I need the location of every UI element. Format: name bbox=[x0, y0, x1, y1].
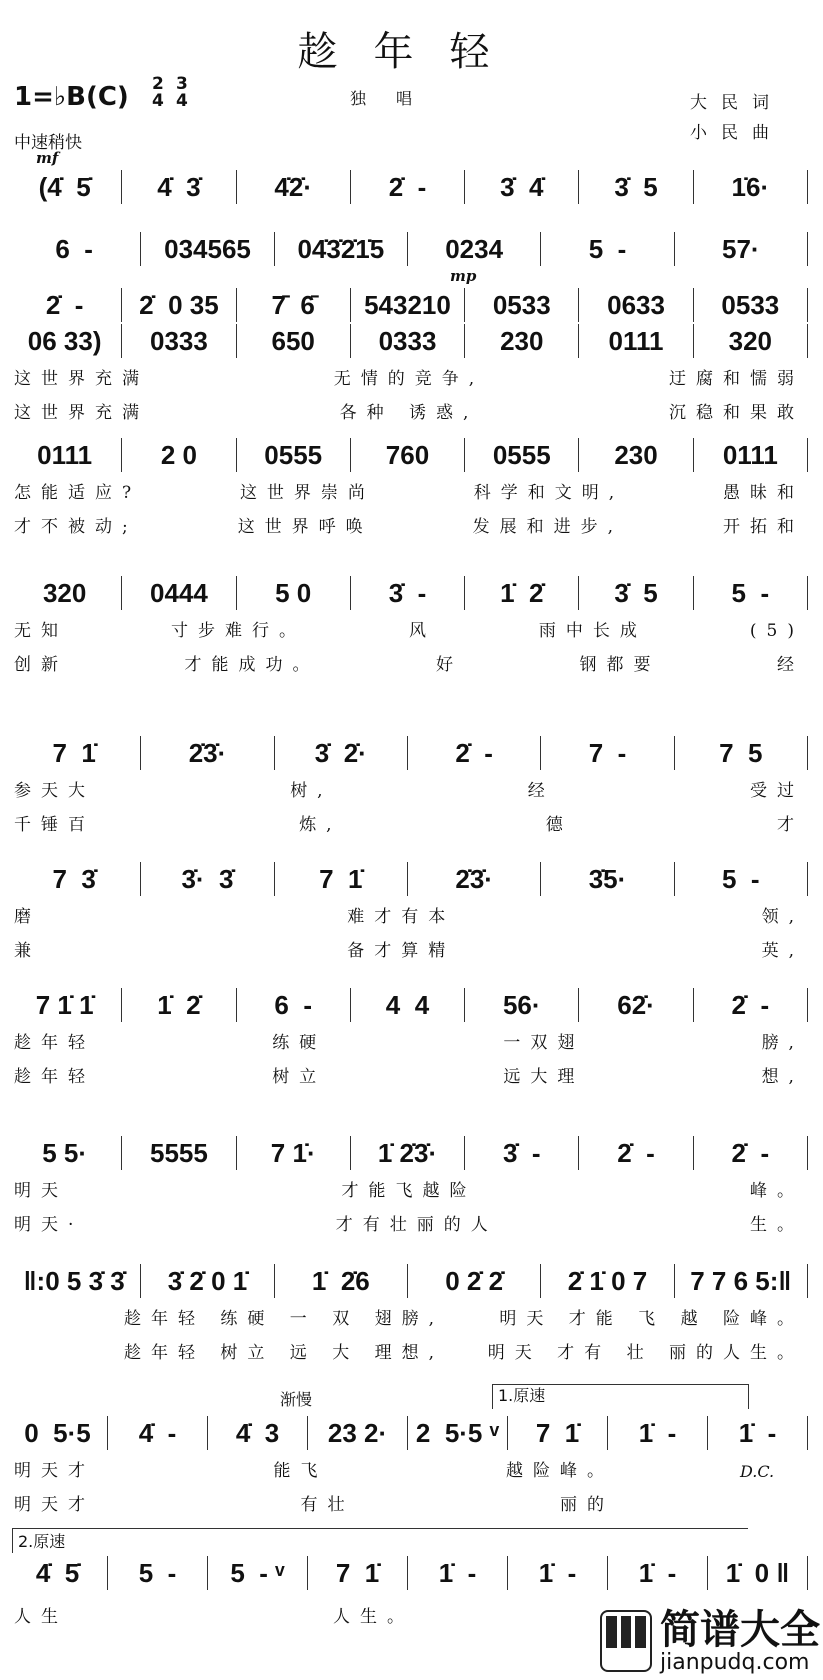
measure: 1̇ 2̇6 bbox=[274, 1264, 407, 1298]
measure: 2̇ - bbox=[45, 290, 84, 320]
measure: 3̇· 3̇ bbox=[140, 862, 273, 896]
measure: 4̇ 5̇ bbox=[35, 1558, 80, 1588]
lyric-phrase: 这世界充满 bbox=[14, 369, 149, 389]
measure: 1̇ 2̇3̇· bbox=[350, 1136, 464, 1170]
measure: 5 - bbox=[107, 1556, 207, 1590]
piano-logo-icon bbox=[600, 1610, 652, 1672]
measure: 4̇ 3 bbox=[207, 1416, 307, 1450]
lyric-phrase: 领, bbox=[761, 907, 804, 927]
measure: 0333 bbox=[121, 324, 235, 358]
lyric-line bbox=[14, 1032, 804, 1054]
measure: 0533 bbox=[464, 288, 578, 322]
lyric-phrase: 越险峰。 bbox=[506, 1461, 614, 1481]
measure: 0111 bbox=[693, 438, 807, 472]
staff-row bbox=[8, 1556, 808, 1590]
lyric-phrase: 有壮 bbox=[300, 1495, 355, 1515]
lyric-phrase: 这世界崇尚 bbox=[239, 483, 375, 503]
lyricist: 大民词 bbox=[690, 93, 783, 113]
lyric-phrase: 练硬 bbox=[272, 1033, 327, 1053]
measure: 3̇ - bbox=[464, 1136, 578, 1170]
lyric-phrase: 难才有本 bbox=[347, 907, 456, 927]
staff-row bbox=[8, 576, 808, 610]
lyric-line bbox=[14, 1460, 614, 1482]
measure: 0111 bbox=[37, 440, 93, 470]
measure: 320 bbox=[42, 578, 87, 608]
measure: 5 0 bbox=[236, 576, 350, 610]
volta-2-label: 2.原速 bbox=[18, 1532, 66, 1551]
key-signature: 1=♭B(C) bbox=[14, 82, 129, 112]
lyric-phrase: 才能飞越险 bbox=[341, 1181, 477, 1201]
lyric-line bbox=[14, 1066, 804, 1088]
measure: 4 4 bbox=[350, 988, 464, 1022]
lyric-phrase: 才有壮丽的人 bbox=[335, 1215, 498, 1235]
second-ending-bracket bbox=[12, 1528, 748, 1553]
lyric-phrase: 这世界呼唤 bbox=[237, 517, 373, 537]
meter-top: 2 bbox=[152, 74, 164, 94]
lyric-phrase: 怎能适应? bbox=[14, 483, 142, 503]
measure: 23 2· bbox=[307, 1416, 407, 1450]
lyric-phrase: 雨中长成 bbox=[538, 621, 647, 641]
measure: 6 - bbox=[55, 234, 93, 264]
time-signature-2-4 bbox=[152, 76, 164, 110]
lyric-phrase: 人生。 bbox=[333, 1607, 414, 1627]
staff-row bbox=[8, 170, 808, 204]
lyric-phrase: 受过 bbox=[749, 781, 804, 801]
measure: 2 5·5 ᵛ bbox=[407, 1416, 507, 1450]
measure: 7 1̇ bbox=[274, 862, 407, 896]
lyric-phrase: 备才算精 bbox=[347, 941, 456, 961]
staff-row bbox=[8, 288, 808, 322]
measure: 0444 bbox=[121, 576, 235, 610]
measure: 1̇ - bbox=[407, 1556, 507, 1590]
measure: 2̇ - bbox=[578, 1136, 692, 1170]
lyric-line bbox=[14, 654, 804, 676]
measure: 7 - bbox=[540, 736, 673, 770]
measure: 5555 bbox=[121, 1136, 235, 1170]
measure: 3̇5· bbox=[540, 862, 673, 896]
lyric-phrase: 英, bbox=[761, 941, 804, 961]
lyric-phrase: 经 bbox=[527, 781, 555, 801]
watermark bbox=[600, 1608, 820, 1674]
lyric-phrase: 钢都要 bbox=[579, 655, 661, 675]
lyric-phrase: 趁年轻 树立 远 大 理想, bbox=[124, 1343, 445, 1363]
measure: 230 bbox=[464, 324, 578, 358]
lyric-phrase: 树, bbox=[290, 781, 333, 801]
staff-row bbox=[8, 988, 808, 1022]
measure: 2̇ - bbox=[693, 1136, 807, 1170]
watermark-url: jianpudq.com bbox=[660, 1650, 810, 1675]
lyric-phrase: 创新 bbox=[14, 655, 68, 675]
lyric-line bbox=[14, 516, 804, 538]
measure: 1̇ - bbox=[607, 1416, 707, 1450]
staff-row bbox=[8, 438, 808, 472]
measure: 7 1̇· bbox=[236, 1136, 350, 1170]
lyric-phrase: 明天 才能 飞 越 险峰。 bbox=[499, 1309, 804, 1329]
staff-row bbox=[8, 1136, 808, 1170]
lyric-phrase: 兼 bbox=[14, 941, 41, 961]
measure: 5 - bbox=[674, 862, 807, 896]
measure: 3̇ 2̇· bbox=[274, 736, 407, 770]
measure: 3̇ 2̇ 0 1̇ bbox=[140, 1264, 273, 1298]
lyric-line bbox=[14, 1214, 804, 1236]
lyric-phrase: 愚昧和 bbox=[722, 483, 804, 503]
lyric-phrase: 迂腐和懦弱 bbox=[669, 369, 804, 389]
lyric-phrase: 生。 bbox=[750, 1215, 804, 1235]
measure: 2̇3̇· bbox=[407, 862, 540, 896]
lyric-phrase: 明天· bbox=[14, 1215, 84, 1235]
meter-bottom: 4 bbox=[152, 91, 164, 111]
dynamic-mp: mp bbox=[450, 267, 477, 285]
measure: 320 bbox=[693, 324, 807, 358]
lyric-line bbox=[14, 482, 804, 504]
measure: 06 33) bbox=[27, 326, 102, 356]
lyric-phrase: 趁年轻 bbox=[14, 1067, 95, 1087]
lyric-phrase: 无知 bbox=[14, 621, 68, 641]
lyric-phrase: 趁年轻 bbox=[14, 1033, 95, 1053]
measure: 0 2̇ 2̇ bbox=[407, 1264, 540, 1298]
lyric-line bbox=[14, 368, 804, 390]
measure: 7 1̇ bbox=[52, 738, 96, 768]
lyric-line bbox=[14, 402, 804, 424]
lyric-phrase: 明天才 bbox=[14, 1461, 95, 1481]
volta-1-label: 1.原速 bbox=[498, 1386, 546, 1405]
meter-top: 3 bbox=[176, 74, 188, 94]
measure: 3̇ 5 bbox=[578, 170, 692, 204]
measure: 0555 bbox=[236, 438, 350, 472]
lyric-phrase: 趁年轻 练硬 一 双 翅膀, bbox=[124, 1309, 445, 1329]
dynamic-mf: mf bbox=[36, 149, 59, 167]
lyric-phrase: 峰。 bbox=[750, 1181, 804, 1201]
ritardando-marking: 渐慢 bbox=[280, 1390, 313, 1409]
lyric-phrase: 各种 诱惑, bbox=[339, 403, 479, 423]
lyric-phrase: 远大理 bbox=[503, 1067, 585, 1087]
measure: 2̇ 1̇ 0 7 bbox=[540, 1264, 673, 1298]
measure: 7 1̇ bbox=[507, 1416, 607, 1450]
measure: 3̇ - bbox=[350, 576, 464, 610]
measure: 1̇ 0 ‖ bbox=[707, 1556, 807, 1590]
measure: 5 5· bbox=[42, 1138, 88, 1168]
lyric-phrase: 明天 bbox=[14, 1181, 68, 1201]
lyric-phrase: 开拓和 bbox=[723, 517, 804, 537]
lyric-phrase: 寸步难行。 bbox=[170, 621, 306, 641]
lyric-phrase: 磨 bbox=[14, 907, 41, 927]
measure: 1̇ - bbox=[507, 1556, 607, 1590]
lyric-phrase: 想, bbox=[761, 1067, 804, 1087]
measure: 0333 bbox=[350, 324, 464, 358]
lyric-phrase: 德 bbox=[545, 815, 573, 835]
measure: 2̇3̇· bbox=[140, 736, 273, 770]
lyric-phrase: 才不被动; bbox=[14, 517, 138, 537]
measure: 0555 bbox=[464, 438, 578, 472]
song-title: 趁年轻 bbox=[297, 29, 526, 75]
lyric-phrase: 炼, bbox=[299, 815, 342, 835]
measure: 2̇ - bbox=[693, 988, 807, 1022]
measure: 0111 bbox=[578, 324, 692, 358]
lyric-phrase: 经 bbox=[777, 655, 804, 675]
lyric-phrase: 膀, bbox=[761, 1033, 804, 1053]
lyric-phrase: 明天 才有 壮 丽的人生。 bbox=[487, 1343, 804, 1363]
measure: 7 7 6 5:‖ bbox=[674, 1264, 807, 1298]
measure: 3̇ 5 bbox=[578, 576, 692, 610]
measure: 7 5 bbox=[674, 736, 807, 770]
measure: 4̇ - bbox=[107, 1416, 207, 1450]
lyric-phrase: 无情的竞争, bbox=[333, 369, 485, 389]
tempo-marking: 中速稍快 bbox=[14, 133, 82, 153]
measure: 2̇ - bbox=[350, 170, 464, 204]
measure: 6 - bbox=[236, 988, 350, 1022]
measure: 2 0 bbox=[121, 438, 235, 472]
lyric-line bbox=[14, 1494, 614, 1516]
staff-row bbox=[8, 1416, 808, 1450]
lyric-phrase: 发展和进步, bbox=[472, 517, 624, 537]
measure: 0533 bbox=[693, 288, 807, 322]
composer: 小民曲 bbox=[690, 123, 783, 143]
lyric-line bbox=[14, 1342, 804, 1364]
lyric-phrase: 好 bbox=[436, 655, 463, 675]
measure: 1̇ 2̇ bbox=[121, 988, 235, 1022]
da-capo: D.C. bbox=[740, 1462, 775, 1481]
measure: 7 1̇ 1̇ bbox=[35, 990, 94, 1020]
measure: 034565 bbox=[140, 232, 273, 266]
measure: 4̇ 3̇ bbox=[121, 170, 235, 204]
measure: 7 3̇ bbox=[52, 864, 96, 894]
measure: 230 bbox=[578, 438, 692, 472]
lyric-phrase: 才 bbox=[776, 815, 804, 835]
lyric-line bbox=[14, 940, 804, 962]
measure: 7̄ 6̄ bbox=[236, 288, 350, 322]
time-signature-3-4 bbox=[176, 76, 188, 110]
lyric-phrase: 参天大 bbox=[14, 781, 95, 801]
measure: 5 - bbox=[693, 576, 807, 610]
lyric-phrase: 丽的 bbox=[560, 1495, 614, 1515]
lyric-phrase: 沉稳和果敢 bbox=[669, 403, 804, 423]
measure: 0234 bbox=[407, 232, 540, 266]
lyric-phrase: 人生 bbox=[14, 1607, 68, 1627]
measure: 2̇ - bbox=[407, 736, 540, 770]
staff-row bbox=[8, 1264, 808, 1298]
measure: 0633 bbox=[578, 288, 692, 322]
lyric-line bbox=[14, 1606, 414, 1628]
measure: 1̇6· bbox=[693, 170, 807, 204]
measure: 4̇2̇· bbox=[236, 170, 350, 204]
measure: 1̇ - bbox=[707, 1416, 807, 1450]
lyric-phrase: (5) bbox=[749, 621, 804, 641]
lyric-line bbox=[14, 1180, 804, 1202]
measure: ‖:0 5 3̇ 3̇ bbox=[23, 1266, 125, 1296]
lyric-line bbox=[14, 780, 804, 802]
lyric-phrase: 才能成功。 bbox=[184, 655, 320, 675]
lyric-phrase: 一双翅 bbox=[503, 1033, 585, 1053]
staff-row bbox=[8, 324, 808, 358]
staff-row bbox=[8, 232, 808, 266]
measure: 62̇· bbox=[578, 988, 692, 1022]
lyric-line bbox=[14, 1308, 804, 1330]
measure: 650 bbox=[236, 324, 350, 358]
lyric-phrase: 科学和文明, bbox=[473, 483, 625, 503]
measure: 760 bbox=[350, 438, 464, 472]
measure: 2̇ 0 35 bbox=[121, 288, 235, 322]
performance-type: 独唱 bbox=[350, 89, 443, 108]
lyric-line bbox=[14, 814, 804, 836]
measure: 1̇ - bbox=[607, 1556, 707, 1590]
measure: 7 1̇ bbox=[307, 1556, 407, 1590]
lyric-phrase: 千锤百 bbox=[14, 815, 95, 835]
measure: 57· bbox=[674, 232, 807, 266]
lyric-phrase: 能飞 bbox=[273, 1461, 328, 1481]
measure: 1̇ 2̇ bbox=[464, 576, 578, 610]
lyric-line bbox=[14, 906, 804, 928]
lyric-phrase: 树立 bbox=[272, 1067, 327, 1087]
watermark-name: 简谱大全 bbox=[660, 1607, 820, 1653]
measure: 04̇3̇2̇1̇5 bbox=[274, 232, 407, 266]
lyric-line bbox=[14, 620, 804, 642]
meter-bottom: 4 bbox=[176, 91, 188, 111]
staff-row bbox=[8, 862, 808, 896]
measure: 56· bbox=[464, 988, 578, 1022]
lyric-phrase: 风 bbox=[408, 621, 436, 641]
measure: 5 - bbox=[540, 232, 673, 266]
measure: 5 - ᵛ bbox=[207, 1556, 307, 1590]
measure: 543210 bbox=[350, 288, 464, 322]
lyric-phrase: 明天才 bbox=[14, 1495, 95, 1515]
lyric-phrase: 这世界充满 bbox=[14, 403, 149, 423]
measure: 3̇ 4̇ bbox=[464, 170, 578, 204]
staff-row bbox=[8, 736, 808, 770]
measure: 0 5·5 bbox=[24, 1418, 91, 1448]
measure: (4̇ 5̇ bbox=[38, 172, 91, 202]
